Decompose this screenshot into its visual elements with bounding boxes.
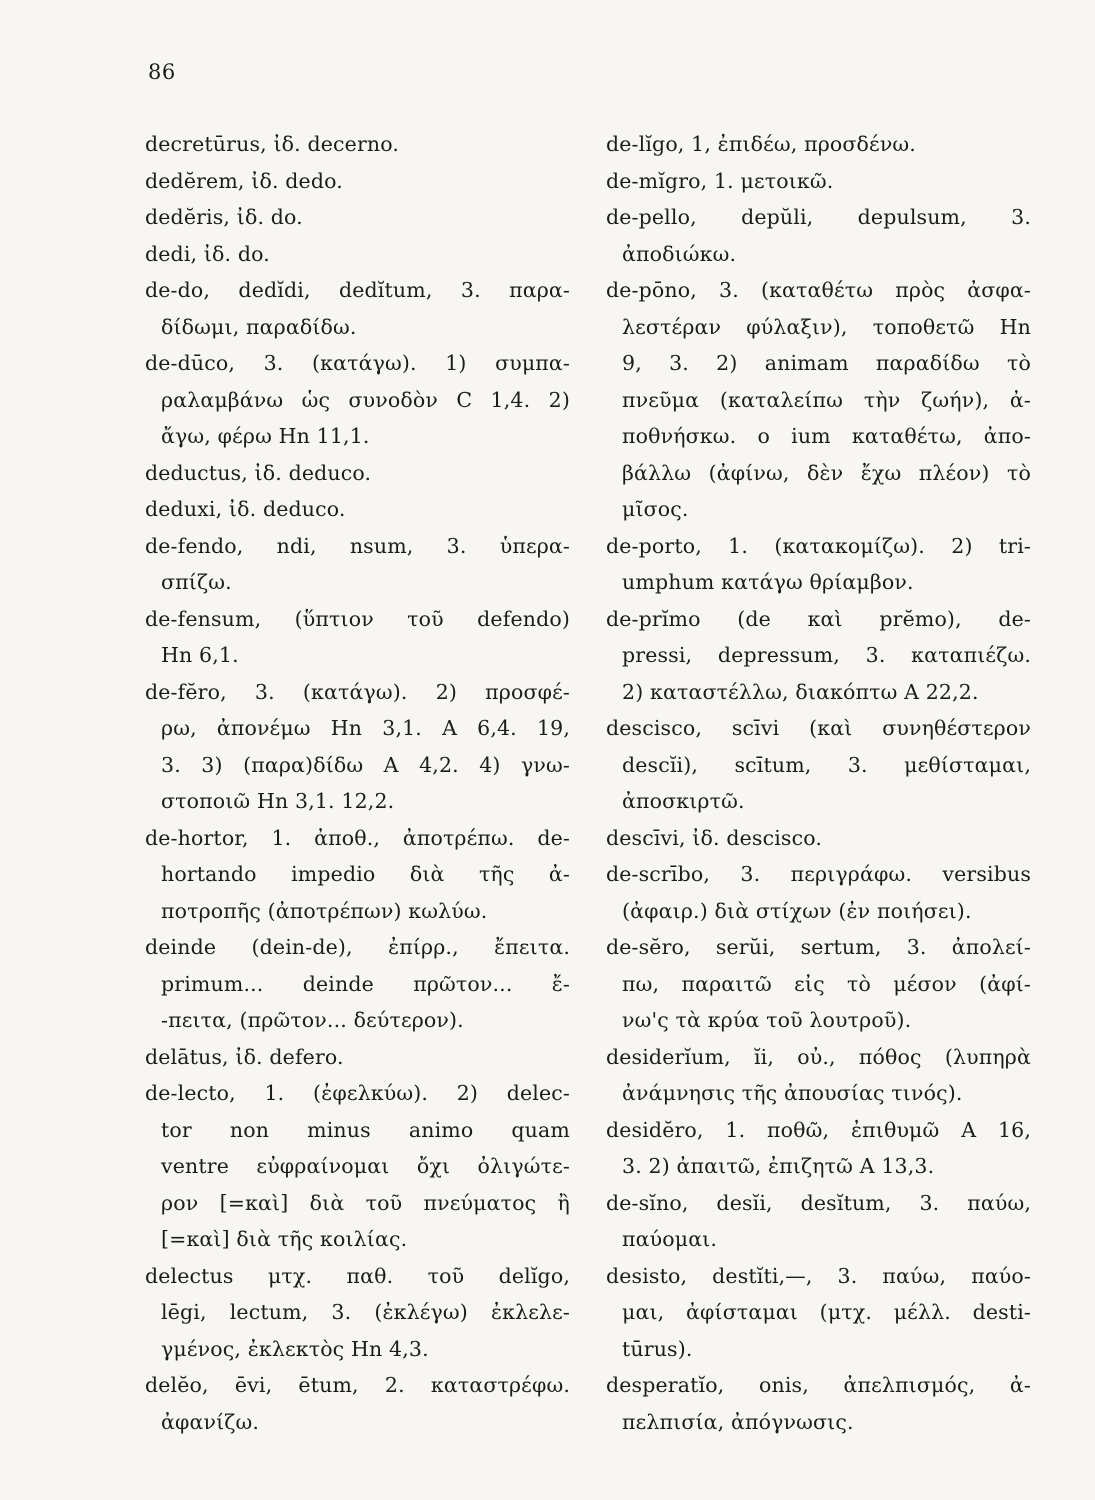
dictionary-line: de-prĭmo (de καὶ prĕmo), de- <box>606 606 1031 631</box>
dictionary-line: ἄγω, φέρω Hn 11,1. <box>161 424 370 448</box>
dictionary-line: descīvi, ἰδ. descisco. <box>606 825 823 850</box>
dictionary-line: ραλαμβάνω ὡς συνοδὸν C 1,4. 2) <box>161 387 570 412</box>
dictionary-line: pressi, depressum, 3. καταπιέζω. <box>622 643 1031 667</box>
dictionary-line: δίδωμι, παραδίδω. <box>161 314 357 339</box>
dictionary-line: de-sĕro, serŭi, sertum, 3. ἀπολεί- <box>606 935 1031 959</box>
dictionary-line: de-sĭno, desĭi, desĭtum, 3. παύω, <box>606 1190 1031 1215</box>
dictionary-line: desperatĭo, onis, ἀπελπισμός, ἀ- <box>606 1373 1031 1397</box>
dictionary-line: de-fendo, ndi, nsum, 3. ὑπερα- <box>145 533 570 558</box>
dictionary-line: 2) καταστέλλω, διακόπτω A 22,2. <box>622 679 979 704</box>
dictionary-line: de-porto, 1. (κατακομίζω). 2) tri- <box>606 533 1031 558</box>
dictionary-line: desiderĭum, ĭi, οὐ., πόθος (λυπηρὰ <box>606 1044 1031 1069</box>
dictionary-line: πνεῦμα (καταλείπω τὴν ζωήν), ἀ- <box>622 387 1031 412</box>
dictionary-line: πω, παραιτῶ εἰς τὸ μέσον (ἀφί- <box>622 971 1031 996</box>
dictionary-line: de-scrībo, 3. περιγράφω. versibus <box>606 862 1031 886</box>
dictionary-line: γμένος, ἐκλεκτὸς Hn 4,3. <box>161 1336 429 1361</box>
dictionary-line: πελπισία, ἀπόγνωσις. <box>622 1409 854 1434</box>
dictionary-line: (ἀφαιρ.) διὰ στίχων (ἐν ποιήσει). <box>622 898 972 923</box>
dictionary-line: deduxi, ἰδ. deduco. <box>145 497 346 521</box>
page-number: 86 <box>148 60 176 84</box>
dictionary-line: deinde (dein-de), ἐπίρρ., ἔπειτα. <box>145 935 570 959</box>
dictionary-line: delectus μτχ. παθ. τοῦ delĭgo, <box>145 1263 570 1288</box>
dictionary-line: de-lecto, 1. (ἐφελκύω). 2) delec- <box>145 1081 570 1105</box>
dictionary-line: λεστέραν φύλαξιν), τοποθετῶ Hn <box>622 314 1031 339</box>
dictionary-line: decretūrus, ἰδ. decerno. <box>145 132 400 156</box>
dictionary-line: ἀποσκιρτῶ. <box>622 789 745 813</box>
dictionary-line: de-hortor, 1. ἀποθ., ἀποτρέπω. de- <box>145 825 570 850</box>
dictionary-line: ποθνήσκω. o ium καταθέτω, ἀπο- <box>622 424 1031 448</box>
dictionary-line: primum... deinde πρῶτον... ἔ- <box>161 971 570 996</box>
dictionary-line: μαι, ἀφίσταμαι (μτχ. μέλλ. desti- <box>622 1300 1031 1324</box>
dictionary-line: de-pōno, 3. (καταθέτω πρὸς ἀσφα- <box>606 278 1031 302</box>
dictionary-line: ποτροπῆς (ἀποτρέπων) κωλύω. <box>161 898 488 923</box>
dictionary-line: descisco, scīvi (καὶ συνηθέστερον <box>606 716 1031 740</box>
dictionary-line: dedĕris, ἰδ. do. <box>145 205 303 229</box>
dictionary-line: hortando impedio διὰ τῆς ἀ- <box>161 862 570 886</box>
dictionary-line: delātus, ἰδ. defero. <box>145 1044 344 1069</box>
dictionary-line: στοποιῶ Hn 3,1. 12,2. <box>161 789 395 813</box>
dictionary-line: desidĕro, 1. ποθῶ, ἐπιθυμῶ A 16, <box>606 1117 1031 1142</box>
dictionary-line: ἀποδιώκω. <box>622 241 737 266</box>
dictionary-line: βάλλω (ἀφίνω, δὲν ἔχω πλέον) τὸ <box>622 460 1031 485</box>
dictionary-line: tor non minus animo quam <box>161 1117 570 1142</box>
dictionary-line: descĭi), scītum, 3. μεθίσταμαι, <box>622 752 1031 777</box>
dictionary-line: de-dūco, 3. (κατάγω). 1) συμπα- <box>145 351 570 375</box>
dictionary-line: ρον [=καὶ] διὰ τοῦ πνεύματος ἢ <box>161 1190 570 1215</box>
dictionary-line: umphum κατάγω θρίαμβον. <box>622 570 914 594</box>
dictionary-line: νω'ς τὰ κρύα τοῦ λουτροῦ). <box>622 1008 912 1032</box>
dictionary-line: delĕo, ēvi, ētum, 2. καταστρέφω. <box>145 1373 570 1397</box>
dictionary-line: de-mĭgro, 1. μετοικῶ. <box>606 168 834 193</box>
dictionary-line: παύομαι. <box>622 1227 718 1251</box>
dictionary-line: ἀνάμνησις τῆς ἀπουσίας τινός). <box>622 1081 963 1105</box>
dictionary-line: ἀφανίζω. <box>161 1409 260 1434</box>
dictionary-line: [=καὶ] διὰ τῆς κοιλίας. <box>161 1227 408 1251</box>
left-column <box>145 126 570 1440</box>
dictionary-line: de-fensum, (ὕπτιον τοῦ defendo) <box>145 606 570 631</box>
dictionary-line: de-pello, depŭli, depulsum, 3. <box>606 205 1031 229</box>
dictionary-line: -πειτα, (πρῶτον... δεύτερον). <box>161 1008 464 1032</box>
right-column <box>606 126 1031 1440</box>
dictionary-line: de-do, dedĭdi, dedĭtum, 3. παρα- <box>145 278 570 302</box>
dictionary-line: 3. 3) (παρα)δίδω A 4,2. 4) γνω- <box>161 752 570 777</box>
dictionary-line: μῖσος. <box>622 497 689 521</box>
dictionary-line: ventre εὐφραίνομαι ὄχι ὀλιγώτε- <box>161 1154 570 1178</box>
dictionary-line: de-fĕro, 3. (κατάγω). 2) προσφέ- <box>145 679 570 704</box>
dictionary-line: tūrus). <box>622 1336 693 1361</box>
dictionary-line: ρω, ἀπονέμω Hn 3,1. A 6,4. 19, <box>161 716 570 740</box>
dictionary-line: σπίζω. <box>161 570 232 594</box>
dictionary-line: desisto, destĭti,—, 3. παύω, παύο- <box>606 1263 1031 1288</box>
dictionary-line: Hn 6,1. <box>161 643 239 667</box>
dictionary-line: 9, 3. 2) animam παραδίδω τὸ <box>622 351 1031 375</box>
dictionary-line: de-lĭgo, 1, ἐπιδέω, προσδένω. <box>606 132 916 156</box>
dictionary-line: deductus, ἰδ. deduco. <box>145 460 372 485</box>
dictionary-line: lēgi, lectum, 3. (ἐκλέγω) ἐκλελε- <box>161 1300 570 1324</box>
dictionary-line: dedĕrem, ἰδ. dedo. <box>145 168 343 193</box>
dictionary-line: 3. 2) ἀπαιτῶ, ἐπιζητῶ A 13,3. <box>622 1154 935 1178</box>
dictionary-line: dedi, ἰδ. do. <box>145 241 270 266</box>
